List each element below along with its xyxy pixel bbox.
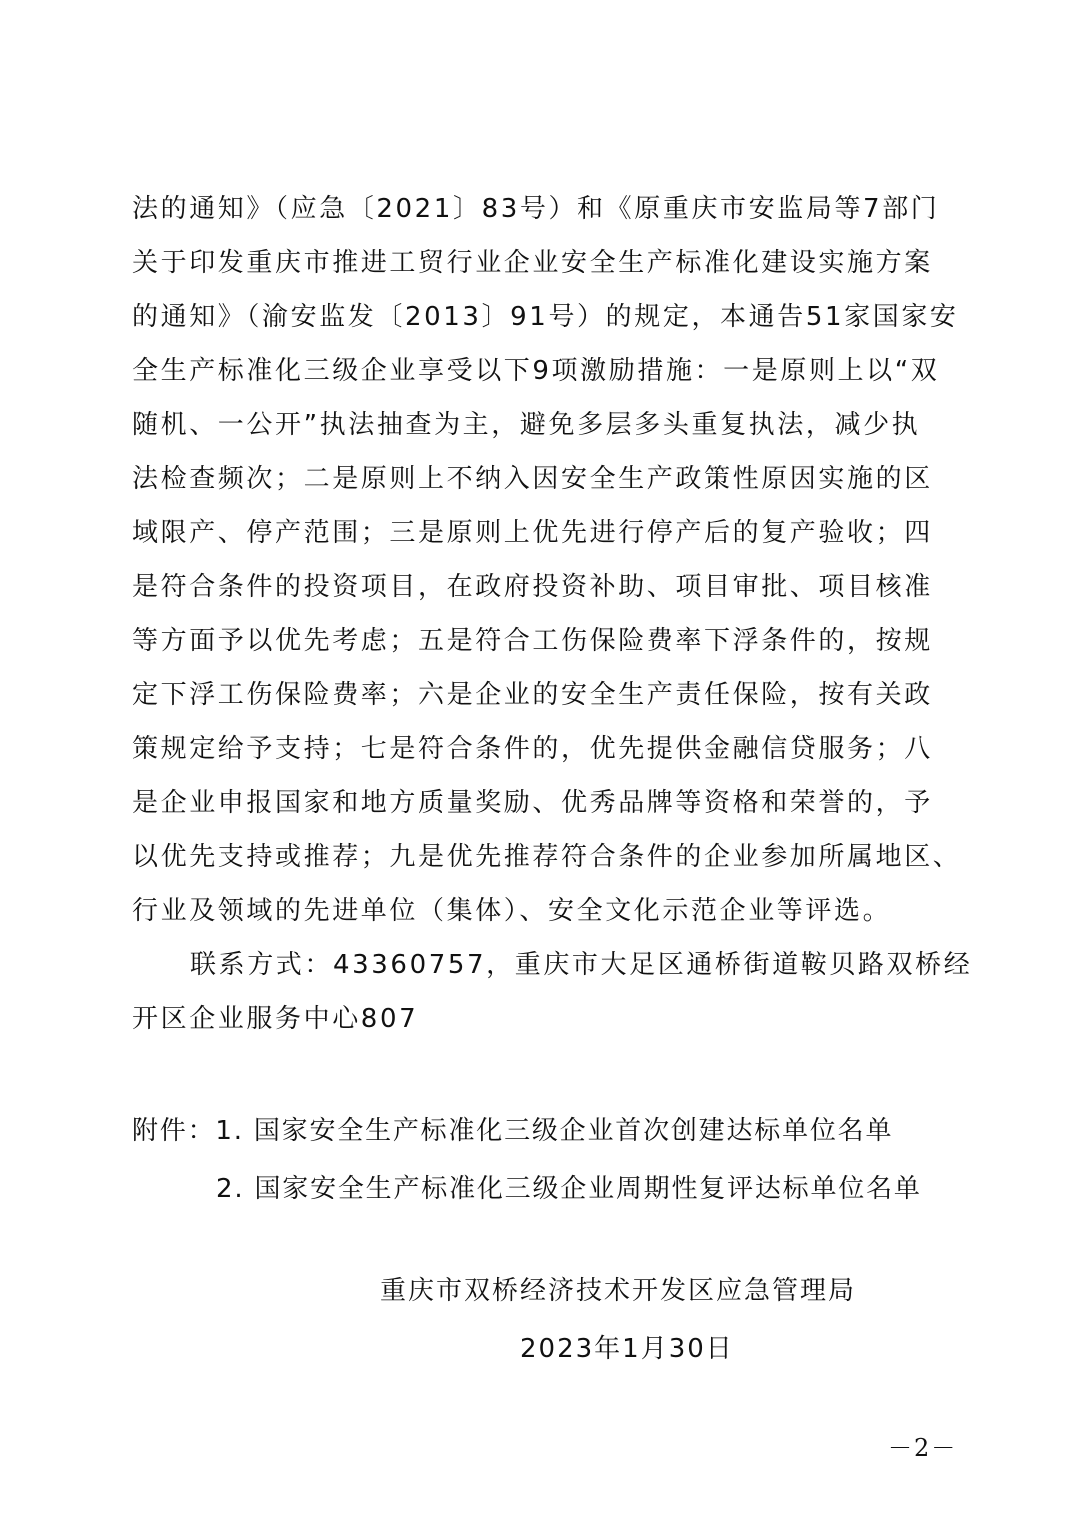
page-number: －2－ [888, 1434, 958, 1462]
body-line: 法检查频次；二是原则上不纳入因安全生产政策性原因实施的区 [132, 464, 933, 494]
body-line: 全生产标准化三级企业享受以下9项激励措施：一是原则上以“双 [132, 356, 940, 386]
attachment-row [132, 1102, 944, 1160]
issuing-organization: 重庆市双桥经济技术开发区应急管理局 [380, 1276, 857, 1306]
body-line: 是企业申报国家和地方质量奖励、优秀品牌等资格和荣誉的，予 [132, 788, 933, 818]
body-line: 以优先支持或推荐；九是优先推荐符合条件的企业参加所属地区、 [132, 842, 962, 872]
attachment-item-2: 2. 国家安全生产标准化三级企业周期性复评达标单位名单 [216, 1174, 922, 1204]
attachments-section [132, 1102, 944, 1218]
contact-line-continued: 开区企业服务中心807 [132, 1004, 419, 1034]
attachment-item-1: 1. 国家安全生产标准化三级企业首次创建达标单位名单 [215, 1116, 894, 1146]
attachment-row [132, 1160, 944, 1218]
body-line: 行业及领域的先进单位（集体）、安全文化示范企业等评选。 [132, 896, 892, 926]
attachments-label: 附件： [132, 1116, 216, 1146]
notice-body [132, 182, 973, 1046]
contact-line: 联系方式：43360757，重庆市大足区通桥街道鞍贝路双桥经 [190, 950, 973, 980]
body-line: 随机、一公开”执法抽查为主，避免多层多头重复执法，减少执 [132, 410, 921, 440]
body-line: 域限产、停产范围；三是原则上优先进行停产后的复产验收；四 [132, 518, 933, 548]
body-line: 策规定给予支持；七是符合条件的，优先提供金融信贷服务；八 [132, 734, 933, 764]
issue-date: 2023年1月30日 [520, 1334, 734, 1364]
body-line: 是符合条件的投资项目，在政府投资补助、项目审批、项目核准 [132, 572, 933, 602]
body-line: 关于印发重庆市推进工贸行业企业安全生产标准化建设实施方案 [132, 248, 933, 278]
body-line: 定下浮工伤保险费率；六是企业的安全生产责任保险，按有关政 [132, 680, 933, 710]
body-line: 的通知》（渝安监发〔2013〕91号）的规定，本通告51家国家安 [132, 302, 959, 332]
body-line: 法的通知》（应急〔2021〕83号）和《原重庆市安监局等7部门 [132, 194, 940, 224]
body-line: 等方面予以优先考虑；五是符合工伤保险费率下浮条件的，按规 [132, 626, 933, 656]
